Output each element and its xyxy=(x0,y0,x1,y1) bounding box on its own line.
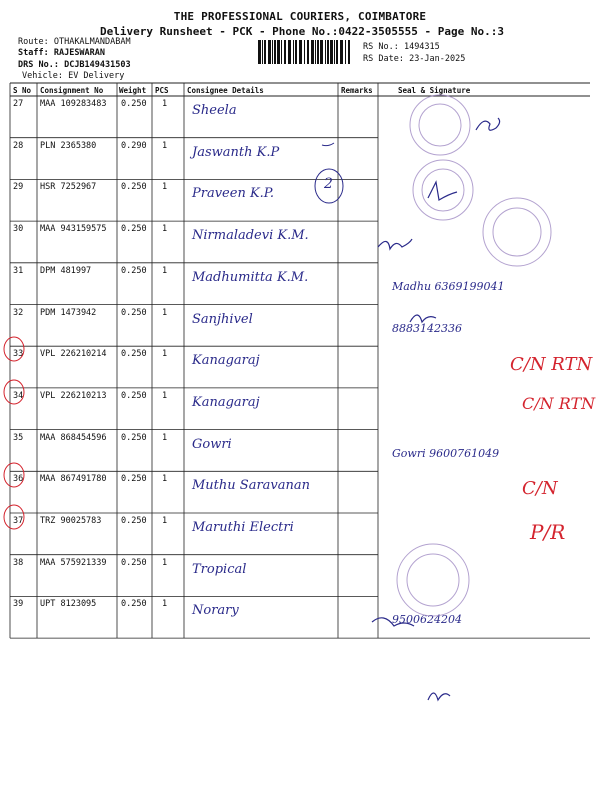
company-name: THE PROFESSIONAL COURIERS, COIMBATORE xyxy=(173,10,427,23)
drs-value: DCJB149431503 xyxy=(64,60,131,70)
row-consignment: MAA 943159575 xyxy=(40,224,107,235)
row-weight: 0.250 xyxy=(121,599,147,610)
route-label: Route: xyxy=(18,37,49,47)
col-header-weight: Weight xyxy=(119,86,147,95)
row-consignee-handwritten: Kanagaraj xyxy=(192,394,260,410)
row-pcs: 1 xyxy=(162,307,168,318)
row-consignee-handwritten: Gowri xyxy=(192,436,232,452)
row-weight: 0.250 xyxy=(121,307,147,318)
red-pr: P/R xyxy=(530,520,566,544)
row-pcs: 1 xyxy=(162,474,168,485)
row-consignee-handwritten: Praveen K.P. xyxy=(192,186,275,202)
row-weight: 0.250 xyxy=(121,265,147,276)
red-cn-rtn-1: C/N RTN xyxy=(510,354,593,375)
row-consignment: UPT 8123095 xyxy=(40,599,97,610)
row-sno: 37 xyxy=(13,516,24,526)
rs-date-value: 23-Jan-2025 xyxy=(409,54,466,64)
row-pcs: 1 xyxy=(162,557,168,568)
rs-date-label: RS Date: xyxy=(363,54,404,64)
row-consignment: VPL 226210214 xyxy=(40,349,107,360)
col-header-sno: S No xyxy=(13,86,32,95)
signature-scribble-icon xyxy=(372,118,500,700)
row-sno: 36 xyxy=(13,474,24,485)
staff-label: Staff: xyxy=(18,48,49,58)
row-weight: 0.290 xyxy=(121,140,147,151)
row-weight: 0.250 xyxy=(121,224,147,235)
row-pcs: 1 xyxy=(162,265,168,276)
row-consignment: MAA 575921339 xyxy=(40,557,107,568)
col-header-consignee: Consignee Details xyxy=(187,86,264,95)
row-pcs: 1 xyxy=(162,182,168,193)
row-consignee-handwritten: Madhumitta K.M. xyxy=(192,269,309,285)
row-signature-handwritten: Gowri 9600761049 xyxy=(392,446,500,460)
row-consignee-handwritten: Tropical xyxy=(192,561,247,577)
row-weight: 0.250 xyxy=(121,349,147,360)
row-consignee-handwritten: Muthu Saravanan xyxy=(192,478,310,494)
col-header-pcs: PCS xyxy=(155,86,169,95)
row-pcs: 1 xyxy=(162,99,168,109)
row-consignee-handwritten: Jaswanth K.P xyxy=(192,144,280,160)
row-consignment: MAA 868454596 xyxy=(40,432,107,443)
row-weight: 0.250 xyxy=(121,182,147,193)
row-sno: 33 xyxy=(13,349,24,360)
row-consignment: HSR 7252967 xyxy=(40,182,97,193)
row-sno: 29 xyxy=(13,182,24,193)
row-weight: 0.250 xyxy=(121,390,147,401)
route-value: OTHAKALMANDABAM xyxy=(53,37,131,47)
row-signature-handwritten: 9500624204 xyxy=(392,613,462,627)
row-sno: 32 xyxy=(13,307,24,318)
row-sno: 30 xyxy=(13,224,24,235)
row-consignee-handwritten: Nirmaladevi K.M. xyxy=(192,228,309,244)
red-cn-rtn-2: C/N RTN xyxy=(522,394,596,413)
vehicle-value: EV Delivery xyxy=(68,71,125,81)
row-signature-handwritten: Madhu 6369199041 xyxy=(392,279,505,293)
row-sno: 31 xyxy=(13,265,24,276)
row-pcs: 1 xyxy=(162,224,168,235)
row-weight: 0.250 xyxy=(121,474,147,485)
row-consignment: MAA 867491780 xyxy=(40,474,107,485)
rs-no-value: 1494315 xyxy=(403,42,440,52)
row-sno: 34 xyxy=(13,390,24,401)
row-sno: 28 xyxy=(13,140,24,151)
row-consignee-handwritten: Norary xyxy=(192,603,239,619)
row-pcs: 1 xyxy=(162,349,168,360)
row-signature-handwritten: 8883142336 xyxy=(392,321,462,335)
row-consignment: MAA 109283483 xyxy=(40,99,107,109)
row-pcs: 1 xyxy=(162,516,168,526)
col-header-remarks: Remarks xyxy=(341,86,373,95)
row-consignment: DPM 481997 xyxy=(40,265,92,276)
red-circle-marks xyxy=(4,337,24,529)
circled-number: 2 xyxy=(324,176,333,192)
row-consignee-handwritten: Kanagaraj xyxy=(192,353,260,369)
row-consignee-handwritten: Maruthi Electri xyxy=(192,520,294,535)
vehicle-label: Vehicle: xyxy=(22,71,63,81)
rs-no-label: RS No.: xyxy=(363,42,399,52)
row-consignment: TRZ 90025783 xyxy=(40,516,102,526)
row-pcs: 1 xyxy=(162,390,168,401)
col-header-seal: Seal & Signature xyxy=(398,86,471,95)
row-pcs: 1 xyxy=(162,599,168,610)
row-sno: 39 xyxy=(13,599,24,610)
row-consignment: PLN 2365380 xyxy=(40,140,97,151)
row-sno: 38 xyxy=(13,557,24,568)
row-consignment: PDM 1473942 xyxy=(40,307,97,318)
row-weight: 0.250 xyxy=(121,432,147,443)
row-weight: 0.250 xyxy=(121,516,147,526)
row-consignment: VPL 226210213 xyxy=(40,390,107,401)
staff-value: RAJESWARAN xyxy=(53,48,106,58)
row-consignee-handwritten: Sheela xyxy=(192,103,237,118)
blue-tick-mark xyxy=(322,143,334,146)
row-pcs: 1 xyxy=(162,140,168,151)
row-sno: 35 xyxy=(13,432,24,443)
runsheet-title: Delivery Runsheet - PCK - Phone No.:0422-3505555 - Page No.:3 xyxy=(100,25,504,38)
col-header-consignment: Consignment No xyxy=(40,86,104,95)
row-consignee-handwritten: Sanjhivel xyxy=(192,311,253,327)
row-pcs: 1 xyxy=(162,432,168,443)
red-cn: C/N xyxy=(522,478,558,499)
drs-label: DRS No.: xyxy=(18,60,59,70)
row-sno: 27 xyxy=(13,99,24,109)
row-weight: 0.250 xyxy=(121,557,147,568)
row-weight: 0.250 xyxy=(121,99,147,109)
